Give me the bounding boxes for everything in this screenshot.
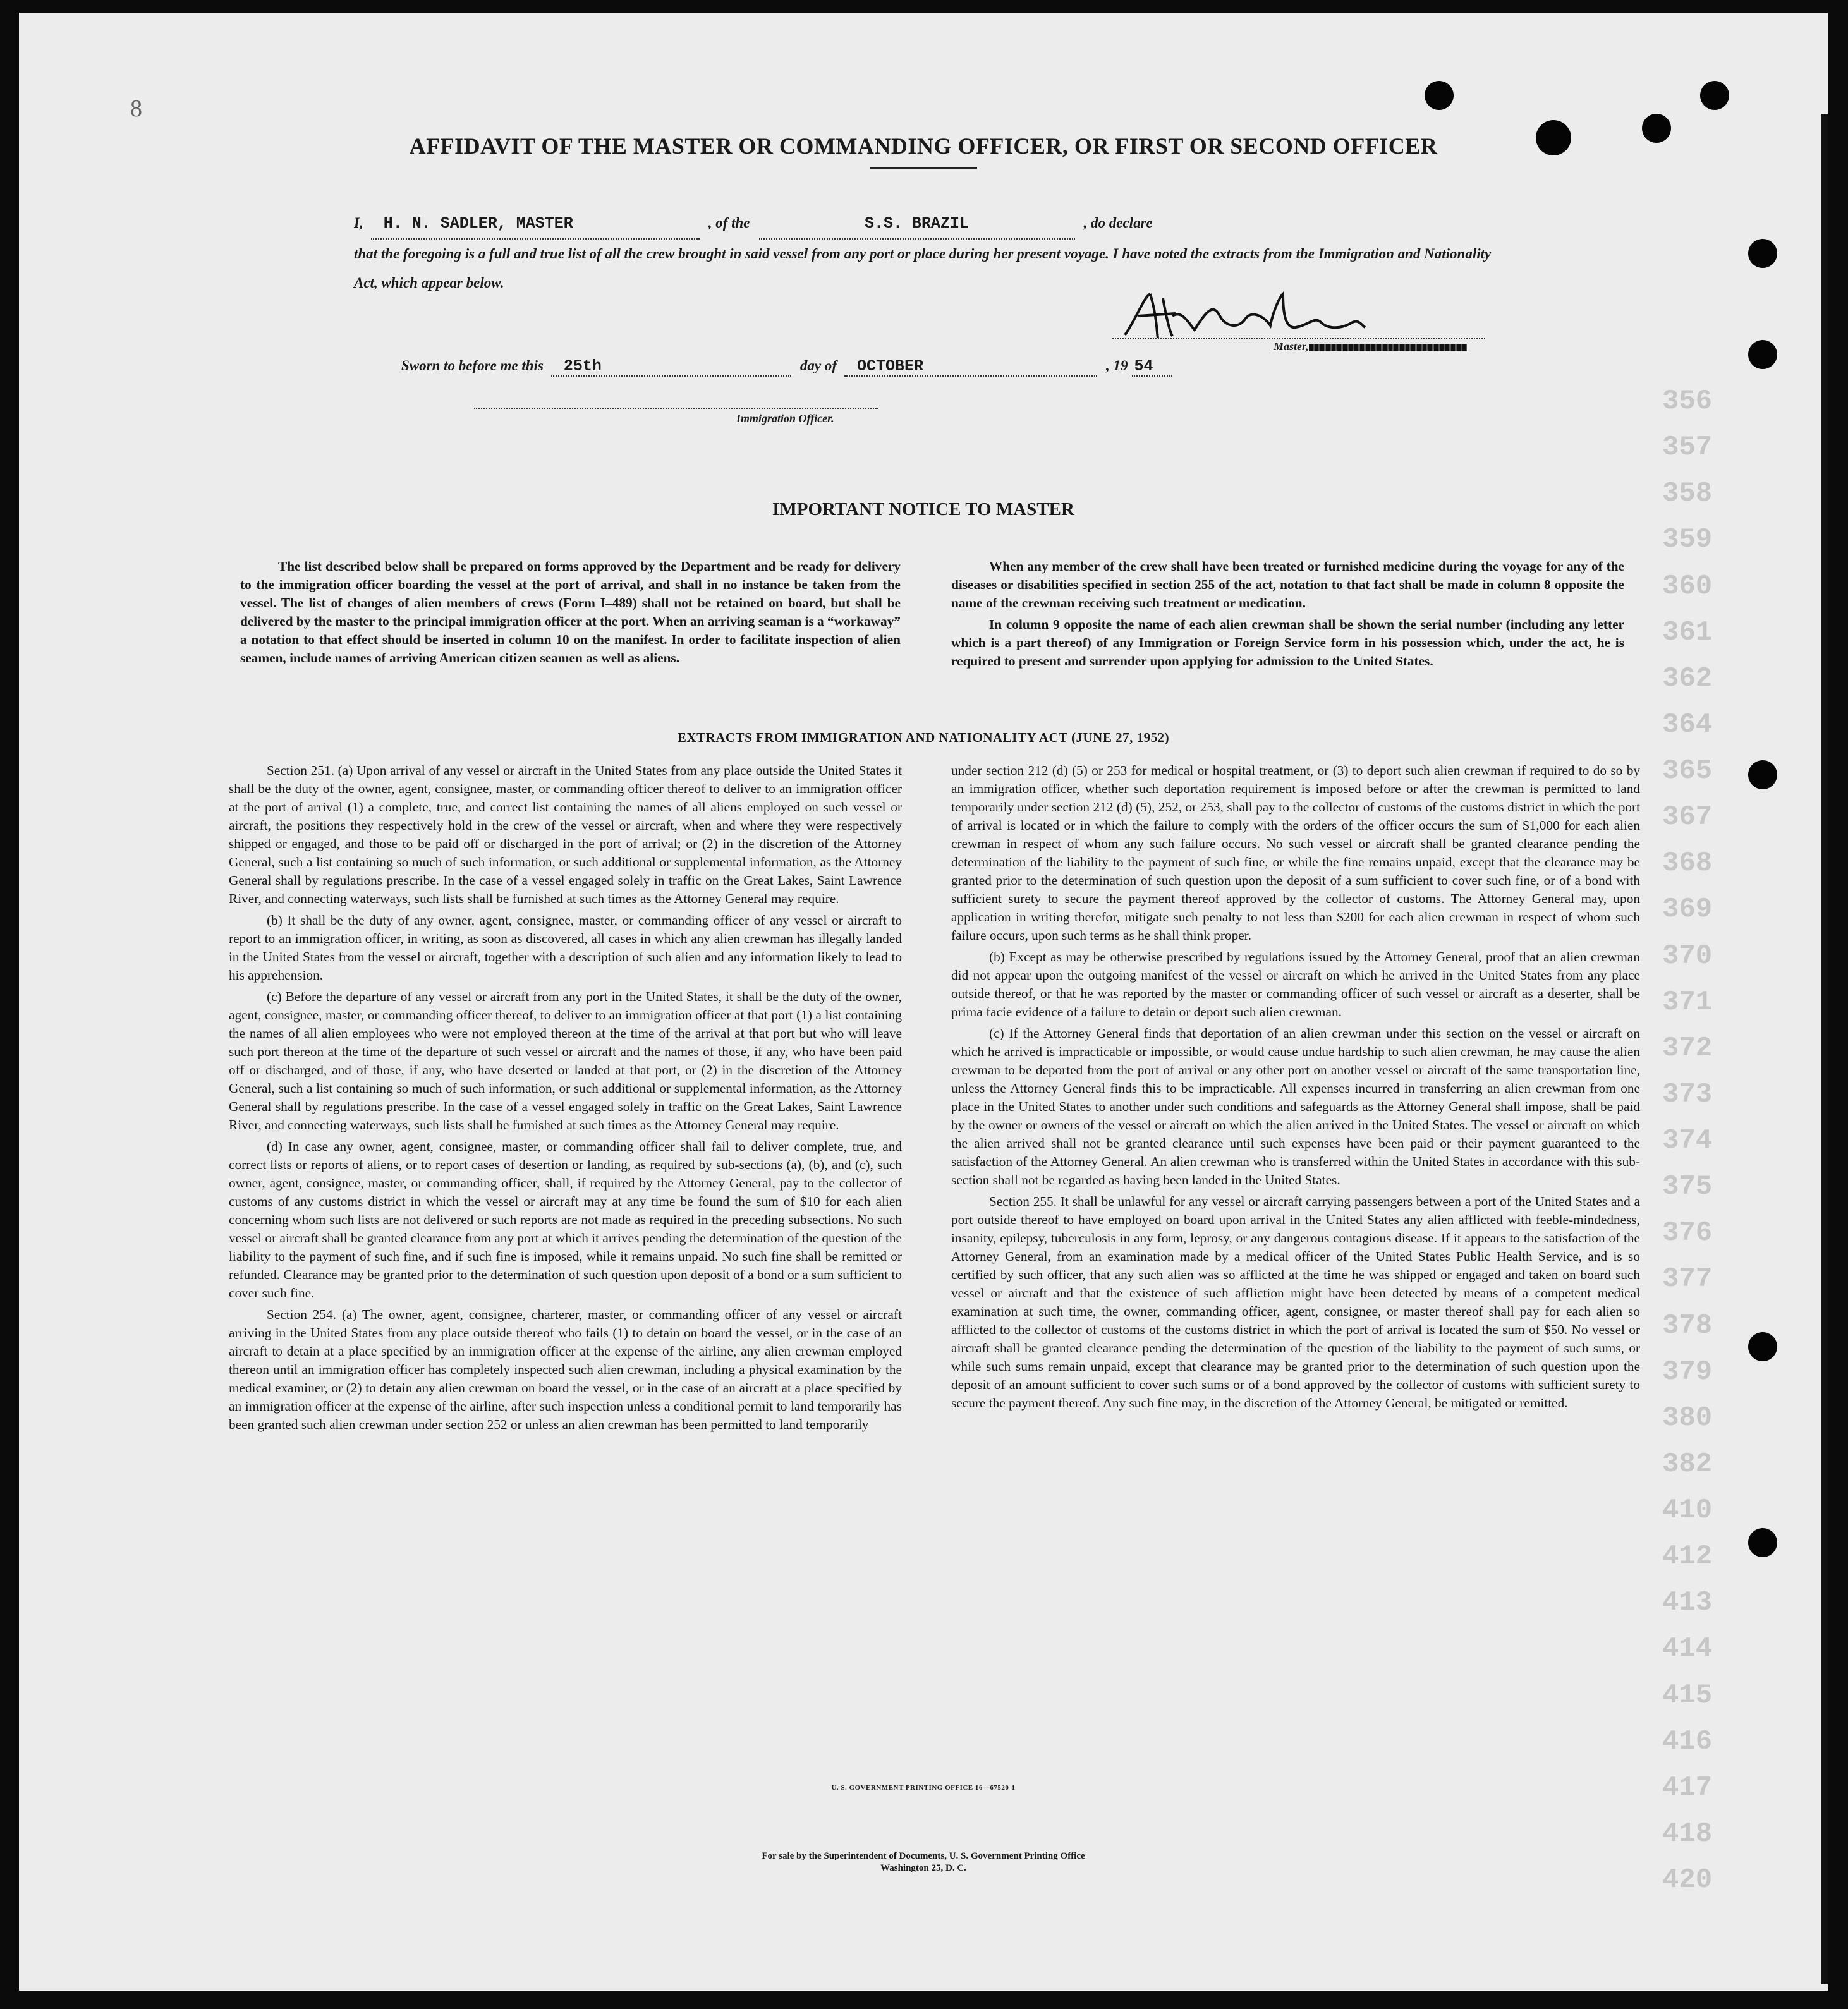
do-declare-label: , do declare [1083, 215, 1153, 231]
punch-hole [1425, 81, 1454, 110]
bleed-through-number: 380 [1662, 1402, 1713, 1434]
bleed-through-number: 369 [1662, 894, 1713, 926]
document-page [19, 13, 1828, 1991]
vessel-name-field: S.S. BRAZIL [759, 209, 1075, 240]
section-251-a: Section 251. (a) Upon arrival of any vessel or aircraft in the United States from any place outside the United States it shall be the duty of the owner, agent, consignee, master, or commanding officer thereof to deliver to an immigration officer at the port of arrival (1) a complete, true, and correct list containing the names of all aliens employed on such vessel or aircraft, the positions they respectively hold in the crew of the vessel or aircraft, when and where they were respectively shipped or engaged, and those to be paid off or discharged in the port of arrival; or (2) in the discretion of the Attorney General, such a list containing so much of such information, or such additional or supplemental information, as the Attorney General shall by regulations prescribe. In the case of a vessel engaged solely in traffic on the Great Lakes, Saint Lawrence River, and connecting waterways, such lists shall be furnished at such times as the Attorney General may require. [229, 763, 902, 906]
punch-hole [1748, 1528, 1777, 1557]
notice-paragraph: The list described below shall be prepared on forms approved by the Department and be ready for delivery to the immigration officer boarding the vessel at the port of arrival, and shall in no instance be taken from the vessel. The list of changes of alien members of crews (Form I–489) shall not be retained on board, but shall be delivered by the master to the principal immigration officer at the port. When an arriving seaman is a “workaway” a notation to that effect should be inserted in column 10 on the manifest. In order to facilitate inspection of alien seamen, include names of arriving American citizen seamen as well as aliens. [240, 559, 901, 665]
bleed-through-number: 375 [1662, 1171, 1713, 1203]
year-prefix: , 19 [1106, 358, 1128, 373]
extracts-right-column [951, 762, 1640, 1416]
punch-hole [1748, 760, 1777, 789]
bleed-through-number: 420 [1662, 1864, 1713, 1896]
bleed-through-number: 418 [1662, 1818, 1713, 1850]
section-251-c: (c) Before the departure of any vessel or aircraft from any port in the United States, it shall be the duty of the owner, agent, consignee, master, or commanding officer thereof, to deliver to an immigration officer at that port (1) a list containing the names of all alien employees who were not employed thereon at the time of the arrival at that port but who will leave such port thereon at the time of the departure of such vessel or aircraft and the names of those, if any, who have been paid off or discharged, and of those, if any, who have deserted or landed at that port, or (2) in the discretion of the Attorney General, such a list containing so much of such information, or such additional or supplemental information, as the Attorney General shall by regulations prescribe. In the case of a vessel engaged solely in traffic on the Great Lakes, Saint Lawrence River, and connecting waterways, such lists shall be furnished at such times as the Attorney General may require. [229, 989, 902, 1132]
bleed-through-number: 376 [1662, 1217, 1713, 1249]
section-254-a: Section 254. (a) The owner, agent, consignee, charterer, master, or commanding officer of any vessel or aircraft arriving in the United States from any place outside thereof who fails (1) to detain on board the vessel, or in the case of an aircraft to detain at a place specified by an immigration officer at the expense of the airline, any alien crewman employed thereon until an immigration officer has completely inspected such alien crewman, including a physical examination by the medical examiner, or (2) to detain any alien crewman on board the vessel, or in the case of an aircraft at a place specified by an immigration officer at the expense of the airline, after such inspection unless a conditional permit to land temporarily has been granted such alien crewman under section 252 or unless an alien crewman has been permitted to land temporarily [229, 1307, 902, 1432]
declaration-block [354, 209, 1517, 298]
signature-line [1112, 338, 1485, 339]
sale-line: For sale by the Superintendent of Documents, U. S. Government Printing Office [762, 1851, 1085, 1861]
sworn-month-field: OCTOBER [844, 357, 1097, 377]
affidavit-title [19, 133, 1828, 169]
punch-hole [1748, 239, 1777, 268]
notice-paragraph: In column 9 opposite the name of each alien crewman shall be shown the serial number (including any letter which is a part thereof) of any Immigration or Foreign Service form in his possession which, under the act, he is required to present and surrender upon applying for admission to the United States. [951, 617, 1624, 669]
bleed-through-number: 364 [1662, 708, 1713, 741]
notice-right-column [951, 557, 1624, 674]
master-label-text: Master, [1274, 340, 1309, 353]
bleed-through-number: 371 [1662, 986, 1713, 1018]
sworn-day-field: 25th [551, 357, 791, 377]
sworn-year-field: 54 [1132, 357, 1172, 377]
bleed-through-number: 413 [1662, 1587, 1713, 1619]
bleed-through-number: 356 [1662, 385, 1713, 417]
declaration-statement: that the foregoing is a full and true list of all the crew brought in said vessel from any port or place during her present voyage. I have noted the extracts from the Immigration and Nationality Act, which appear below. [354, 246, 1492, 291]
bleed-through-number: 359 [1662, 524, 1713, 556]
sworn-line [401, 357, 1172, 377]
of-the-label: , of the [708, 215, 750, 231]
immigration-officer-line [474, 408, 878, 409]
punch-hole [1748, 340, 1777, 369]
title-rule [870, 167, 977, 169]
master-name-field: H. N. SADLER, MASTER [371, 209, 700, 240]
bleed-through-number: 379 [1662, 1356, 1713, 1388]
declaration-prefix: I, [354, 215, 363, 231]
sale-line: Washington 25, D. C. [880, 1863, 966, 1873]
bleed-through-number: 378 [1662, 1309, 1713, 1342]
notice-paragraph: When any member of the crew shall have been treated or furnished medicine during the voyage for any of the diseases or disabilities specified in section 255 of the act, notation to that fact shall be made in column 8 opposite the name of the crewman receiving such treatment or medication. [951, 559, 1624, 610]
edge-shadow [1821, 114, 1828, 1984]
declaration-line [354, 209, 1517, 240]
bleed-through-number: 412 [1662, 1541, 1713, 1573]
bleed-through-number: 373 [1662, 1078, 1713, 1110]
notice-title: IMPORTANT NOTICE TO MASTER [772, 499, 1074, 519]
bleed-through-number: 357 [1662, 432, 1713, 464]
bleed-through-number: 358 [1662, 478, 1713, 510]
bleed-through-number: 367 [1662, 801, 1713, 834]
bleed-through-number: 368 [1662, 847, 1713, 880]
bleed-through-number: 372 [1662, 1032, 1713, 1064]
bleed-through-number: 410 [1662, 1495, 1713, 1526]
bleed-through-number: 365 [1662, 755, 1713, 787]
bleed-through-number: 377 [1662, 1263, 1713, 1296]
bleed-through-number: 361 [1662, 616, 1713, 648]
bleed-through-number: 374 [1662, 1125, 1713, 1156]
section-251-b: (b) It shall be the duty of any owner, agent, consignee, master, or commanding officer of any vessel or aircraft to report to an immigration officer, in writing, as soon as discovered, all cases in which any alien crewman has illegally landed in the United States from the vessel or aircraft, together with a description of such alien and any information likely to lead to his apprehension. [229, 913, 902, 983]
bleed-through-number: 370 [1662, 940, 1713, 972]
day-of-label: day of [799, 358, 837, 373]
extracts-left-column [229, 762, 902, 1437]
section-254-b: (b) Except as may be otherwise prescribed by regulations issued by the Attorney General, proof that an alien crewman did not appear upon the outgoing manifest of the vessel or aircraft on which he arrived in the United States from any place outside thereof, or that he was reported by the master or commanding officer of such vessel or aircraft as a deserter, shall be prima facie evidence of a failure to detain or deport such alien crewman. [951, 949, 1640, 1019]
bleed-through-number: 362 [1662, 662, 1713, 695]
master-label [1274, 340, 1467, 353]
notice-left-column [240, 557, 901, 671]
bleed-through-number: 360 [1662, 570, 1713, 602]
bleed-through-number: 416 [1662, 1725, 1713, 1757]
bleed-through-number: 415 [1662, 1679, 1713, 1711]
page-number: 8 [130, 95, 142, 122]
section-251-d: (d) In case any owner, agent, consignee, master, or commanding officer shall fail to deliver complete, true, and correct lists or reports of aliens, or to report cases of desertion or landing, as required by sub-sections (a), (b), and (c), such owner, agent, consignee, master, or commanding officer, shall, if required by the Attorney General, pay to the collector of customs of any customs district in which the vessel or aircraft may at any time be found the sum of $10 for each alien concerning whom such lists are not delivered or such reports are not made as required in the preceding subsections. No such vessel or aircraft shall be granted clearance from any port at which it arrives pending the determination of the question of the liability to the payment of such fine, and if such fine is imposed, while it remains unpaid. No such fine shall be remitted or refunded. Clearance may be granted prior to the determination of such question upon deposit of a bond or a sum sufficient to cover such fine. [229, 1139, 902, 1301]
sale-notice [19, 1850, 1828, 1874]
sworn-prefix: Sworn to before me this [401, 358, 544, 373]
section-254-a-continued: under section 212 (d) (5) or 253 for medical or hospital treatment, or (3) to deport such alien crewman if required to do so by an immigration officer, whether such deportation requirement is imposed before or after the crewman is permitted to land temporarily under section 212 (d) (5), 252, or 253, shall pay to the collector of customs of the customs district in which the port of arrival is located or in which the failure to comply with the orders of the officer occurs the sum of $1,000 for each alien crewman in respect of whom any such failure occurs. No such vessel or aircraft shall be granted clearance pending the determination of the liability to the payment of such fine, or while the fine remains unpaid, except that the clearance may be granted prior to the determination of such question upon the deposit of a sum sufficient to cover such fine, or of a bond with sufficient surety to secure the payment thereof approved by the collector of customs. The Attorney General may, upon application in writing therefor, mitigate such penalty to not less than $200 for each alien crewman in respect of whom such failure occurs, upon such terms as he shall think proper. [951, 763, 1640, 943]
affidavit-title-text: AFFIDAVIT OF THE MASTER OR COMMANDING OFFICER, OR FIRST OR SECOND OFFICER [409, 133, 1438, 159]
section-254-c: (c) If the Attorney General finds that deportation of an alien crewman under this section on the vessel or aircraft on which he arrived is impracticable or impossible, or would cause undue hardship to such alien crewman, he may cause the alien crewman to be deported from the port of arrival or any other port on another vessel or aircraft of the same transportation line, unless the Attorney General finds this to be impracticable. All expenses incurred in transferring an alien crewman from one place in the United States to another under such conditions and safeguards as the Attorney General shall impose, shall be paid by the owner or owners of the vessel or aircraft on which the alien arrived in the United States. The vessel or aircraft on which the alien arrived shall not be granted clearance until such expenses have been paid or their payment guaranteed to the satisfaction of the Attorney General. An alien crewman who is transferred within the United States in accordance with this sub-section shall not be regarded as having been landed in the United States. [951, 1026, 1640, 1187]
bleed-through-number: 417 [1662, 1771, 1713, 1804]
struck-out-text [1309, 344, 1467, 351]
immigration-officer-label: Immigration Officer. [736, 412, 834, 425]
punch-hole [1748, 1332, 1777, 1361]
section-255: Section 255. It shall be unlawful for any vessel or aircraft carrying passengers between a port of the United States and a port outside thereof to have employed on board upon arrival in the United States any alien afflicted with feeble-mindedness, insanity, epilepsy, tuberculosis in any form, leprosy, or any dangerous contagious disease. If it appears to the satisfaction of the Attorney General, from an examination made by a medical officer of the United States Public Health Service, and is so certified by such officer, that any such alien was so afflicted at the time he was shipped or engaged and taken on board such vessel or aircraft and that the existence of such affliction might have been detected by means of a competent medical examination at such time, the owner, commanding officer, agent, consignee, or master thereof shall pay for each alien so afflicted to the collector of customs of the customs district in which the port of arrival is located the sum of $50. No vessel or aircraft shall be granted clearance pending the determination of the question of the liability to the payment of such sums, or while such sums remain unpaid, except that clearance may be granted prior to the determination of such question upon the deposit of an amount sufficient to cover such sums or of a bond approved by the collector of customs with sufficient surety to secure the payment thereof. Any such fine may, in the discretion of the Attorney General, be mitigated or remitted. [951, 1194, 1640, 1411]
extracts-title: EXTRACTS FROM IMMIGRATION AND NATIONALITY ACT (JUNE 27, 1952) [677, 730, 1170, 745]
printer-imprint: U. S. GOVERNMENT PRINTING OFFICE 16—67520-1 [831, 1784, 1016, 1792]
bleed-through-number: 382 [1662, 1448, 1713, 1480]
bleed-through-number: 414 [1662, 1633, 1713, 1665]
punch-hole [1700, 81, 1729, 110]
